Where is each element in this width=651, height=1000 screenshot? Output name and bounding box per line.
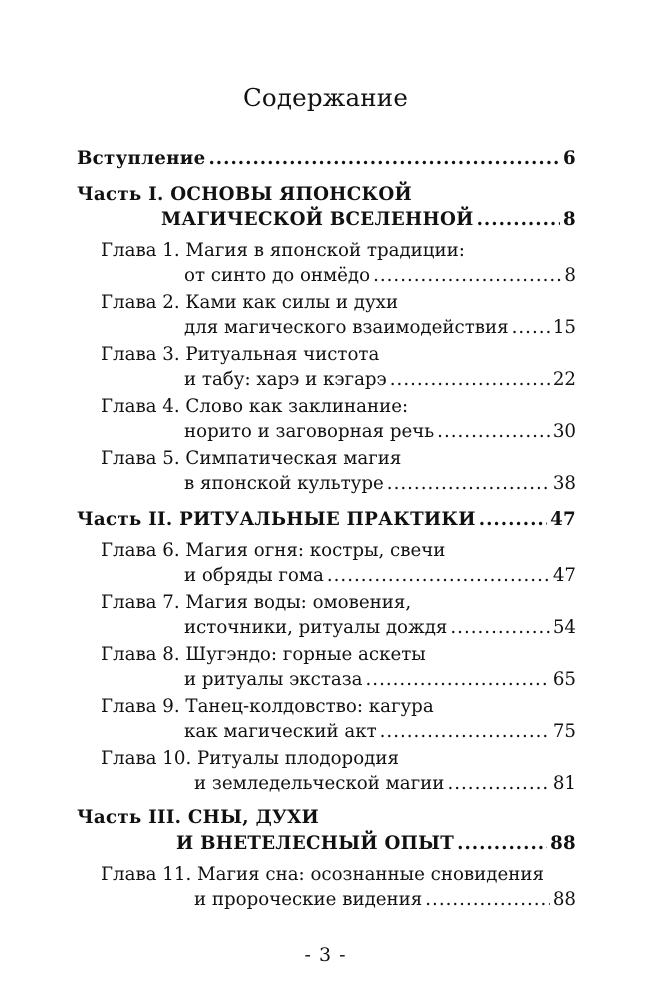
dot-leader <box>387 471 550 497</box>
toc-chapter-1-line-1[interactable]: Глава 1. Магия в японской традиции: <box>101 240 465 261</box>
toc-page-number: 6 <box>563 148 576 169</box>
toc-part-1-line-1[interactable]: Часть I. ОСНОВЫ ЯПОНСКОЙ <box>77 184 412 205</box>
toc-chapter-2-line-1[interactable]: Глава 2. Ками как силы и духи <box>101 292 399 313</box>
dot-leader <box>512 315 550 341</box>
toc-page-number: 81 <box>552 773 576 794</box>
dot-leader <box>447 771 549 797</box>
toc-chapter-title: и обряды гома <box>184 565 324 586</box>
toc-part-3-line-1[interactable]: Часть III. СНЫ, ДУХИ <box>77 807 320 828</box>
toc-page-number: 54 <box>552 617 576 638</box>
toc-page-number: 15 <box>552 317 576 338</box>
dot-leader <box>373 263 561 289</box>
toc-page-number: 22 <box>552 369 576 390</box>
toc-page-number: 88 <box>550 833 576 854</box>
toc-chapter-title: и земледельческой магии <box>194 773 445 794</box>
toc-chapter-title: для магического взаимодействия <box>184 317 509 338</box>
toc-chapter-title: как магический акт <box>184 721 377 742</box>
toc-chapter-title: источники, ритуалы дождя <box>184 617 448 638</box>
toc-page-number: 88 <box>552 889 576 910</box>
toc-chapter-2[interactable] <box>184 315 576 341</box>
toc-chapter-title: в японской культуре <box>184 473 384 494</box>
toc-chapter-10-line-1[interactable]: Глава 10. Ритуалы плодородия <box>101 748 399 769</box>
toc-chapter-11[interactable] <box>194 887 576 913</box>
toc-page-number: 8 <box>563 209 576 230</box>
dot-leader <box>477 207 560 233</box>
toc-part-2[interactable] <box>77 507 576 533</box>
toc-entry-title: Вступление <box>77 148 206 169</box>
toc-chapter-6[interactable] <box>184 563 576 589</box>
dot-leader <box>208 146 560 172</box>
toc-chapter-5-line-1[interactable]: Глава 5. Симпатическая магия <box>101 448 402 469</box>
toc-page-number: 75 <box>552 721 576 742</box>
toc-page-number: 47 <box>552 565 576 586</box>
toc-chapter-3[interactable] <box>184 367 576 393</box>
page-number: - 3 - <box>304 944 347 966</box>
toc-part-title: И ВНЕТЕЛЕСНЫЙ ОПЫТ <box>176 833 455 854</box>
toc-chapter-3-line-1[interactable]: Глава 3. Ритуальная чистота <box>101 344 380 365</box>
dot-leader <box>380 719 550 745</box>
dot-leader <box>457 831 547 857</box>
toc-page-number: 8 <box>564 265 576 286</box>
toc-chapter-11-line-1[interactable]: Глава 11. Магия сна: осознанные сновидения <box>101 864 544 885</box>
toc-chapter-4[interactable] <box>184 419 576 445</box>
toc-chapter-title: и пророческие видения <box>194 889 423 910</box>
toc-part-title: Часть II. РИТУАЛЬНЫЕ ПРАКТИКИ <box>77 509 476 530</box>
dot-leader <box>327 563 550 589</box>
toc-chapter-8-line-1[interactable]: Глава 8. Шугэндо: горные аскеты <box>101 644 426 665</box>
dot-leader <box>425 887 550 913</box>
toc-part-title: МАГИЧЕСКОЙ ВСЕЛЕННОЙ <box>161 209 474 230</box>
toc-chapter-title: и ритуалы экстаза <box>184 669 363 690</box>
toc-chapter-1[interactable] <box>184 263 576 289</box>
toc-chapter-7[interactable] <box>184 615 576 641</box>
toc-entry-intro[interactable] <box>77 146 576 172</box>
dot-leader <box>366 667 550 693</box>
toc-chapter-5[interactable] <box>184 471 576 497</box>
dot-leader <box>479 507 547 533</box>
toc-chapter-9-line-1[interactable]: Глава 9. Танец-колдовство: кагура <box>101 696 434 717</box>
toc-page-number: 38 <box>552 473 576 494</box>
toc-chapter-4-line-1[interactable]: Глава 4. Слово как заклинание: <box>101 396 409 417</box>
toc-part-3[interactable] <box>176 831 576 857</box>
toc-chapter-title: от синто до онмёдо <box>184 265 371 286</box>
dot-leader <box>390 367 550 393</box>
toc-chapter-title: норито и заговорная речь <box>184 421 435 442</box>
toc-chapter-10[interactable] <box>194 771 576 797</box>
dot-leader <box>437 419 550 445</box>
toc-page-number: 30 <box>552 421 576 442</box>
page-title: Содержание <box>242 83 409 112</box>
dot-leader <box>450 615 549 641</box>
toc-chapter-6-line-1[interactable]: Глава 6. Магия огня: костры, свечи <box>101 540 446 561</box>
toc-part-1[interactable] <box>161 207 576 233</box>
toc-chapter-8[interactable] <box>184 667 576 693</box>
toc-chapter-7-line-1[interactable]: Глава 7. Магия воды: омовения, <box>101 592 412 613</box>
toc-page-number: 65 <box>552 669 576 690</box>
toc-page-number: 47 <box>550 509 576 530</box>
toc-chapter-9[interactable] <box>184 719 576 745</box>
toc-chapter-title: и табу: харэ и кэгарэ <box>184 369 387 390</box>
